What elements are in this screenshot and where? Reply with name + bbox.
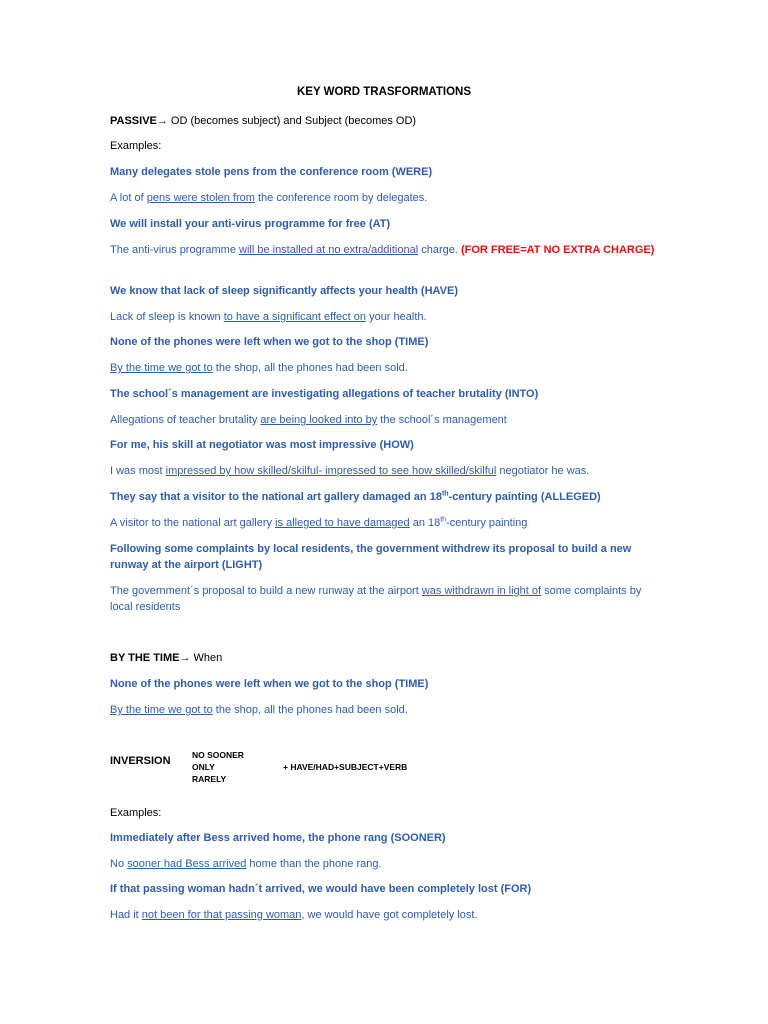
inversion-word: RARELY <box>192 774 227 784</box>
arrow-icon: → <box>156 115 168 127</box>
arrow-icon: → <box>179 652 191 664</box>
answer-1: A lot of pens were stolen from the conference room by delegates. <box>110 192 428 204</box>
key-phrase: are being looked into by <box>260 414 378 426</box>
by-the-time-description: When <box>190 652 223 664</box>
passive-heading <box>110 113 658 129</box>
answer-3: Lack of sleep is known to have a significant effect on your health. <box>110 311 427 323</box>
answer-6: I was most impressed by how skilled/skilful- impressed to see how skilled/skilful negotiator he was. <box>110 465 590 477</box>
by-the-time-heading <box>110 650 658 666</box>
inversion-formula: + HAVE/HAD+SUBJECT+VERB <box>283 762 408 772</box>
key-phrase: was withdrawn in light of <box>421 585 542 597</box>
question-inversion-2: If that passing woman hadn´t arrived, we would have been completely lost (FOR) <box>110 883 532 895</box>
question-1: Many delegates stole pens from the conference room (WERE) <box>110 166 433 178</box>
question-4: None of the phones were left when we got to the shop (TIME) <box>110 336 429 348</box>
key-phrase: pens were stolen from <box>146 192 255 204</box>
question-2: We will install your anti-virus programme for free (AT) <box>110 218 391 230</box>
key-phrase: not been for that passing woman <box>141 909 302 921</box>
key-phrase: is alleged to have damaged <box>275 517 410 529</box>
examples-label: Examples: <box>110 140 162 152</box>
answer-7: A visitor to the national art gallery is alleged to have damaged an 18th-century painting <box>110 516 528 529</box>
question-3: We know that lack of sleep significantly affects your health (HAVE) <box>110 285 458 297</box>
passive-description: OD (becomes subject) and Subject (becomes OD) <box>167 115 417 127</box>
answer-2: The anti-virus programme will be installed at no extra/additional charge. (FOR FREE=AT NO EXTRA CHARGE) <box>110 244 655 256</box>
key-phrase: By the time we got to <box>110 362 213 374</box>
question-by-the-time: None of the phones were left when we got to the shop (TIME) <box>110 678 429 690</box>
question-6: For me, his skill at negotiator was most impressive (HOW) <box>110 439 414 451</box>
answer-8: The government´s proposal to build a new runway at the airport was withdrawn in light of some complaints by local residents <box>110 585 642 613</box>
key-phrase: impressed by how skilled/skilful- impressed to see how skilled/skilful <box>165 465 497 477</box>
question-inversion-1: Immediately after Bess arrived home, the phone rang (SOONER) <box>110 832 446 844</box>
passive-label: PASSIVE <box>110 115 157 127</box>
answer-inversion-1: No sooner had Bess arrived home than the phone rang. <box>110 858 382 870</box>
inversion-label: INVERSION <box>110 755 171 767</box>
key-phrase: to have a significant effect on <box>223 311 367 323</box>
by-the-time-label: BY THE TIME <box>110 652 180 664</box>
question-5: The school´s management are investigating allegations of teacher brutality (INTO) <box>110 388 539 400</box>
key-phrase: sooner had Bess arrived <box>127 858 247 870</box>
inversion-word: ONLY <box>192 762 215 772</box>
key-phrase: will be installed at no extra/additional <box>239 244 419 256</box>
page-title: KEY WORD TRASFORMATIONS <box>297 86 471 98</box>
answer-4: By the time we got to the shop, all the phones had been sold. <box>110 362 408 374</box>
answer-inversion-2: Had it not been for that passing woman, we would have got completely lost. <box>110 909 478 921</box>
answer-5: Allegations of teacher brutality are being looked into by the school´s management <box>110 414 507 426</box>
inversion-word: NO SOONER <box>192 750 244 760</box>
note-red: (FOR FREE=AT NO EXTRA CHARGE) <box>460 244 655 256</box>
answer-by-the-time: By the time we got to the shop, all the phones had been sold. <box>110 704 408 716</box>
question-7: They say that a visitor to the national art gallery damaged an 18th-century painting (ALLEGED) <box>110 490 601 503</box>
question-8: Following some complaints by local residents, the government withdrew its proposal to build a new runway at the airport (LIGHT) <box>110 543 632 571</box>
key-phrase: By the time we got to <box>110 704 213 716</box>
examples-label: Examples: <box>110 807 162 819</box>
